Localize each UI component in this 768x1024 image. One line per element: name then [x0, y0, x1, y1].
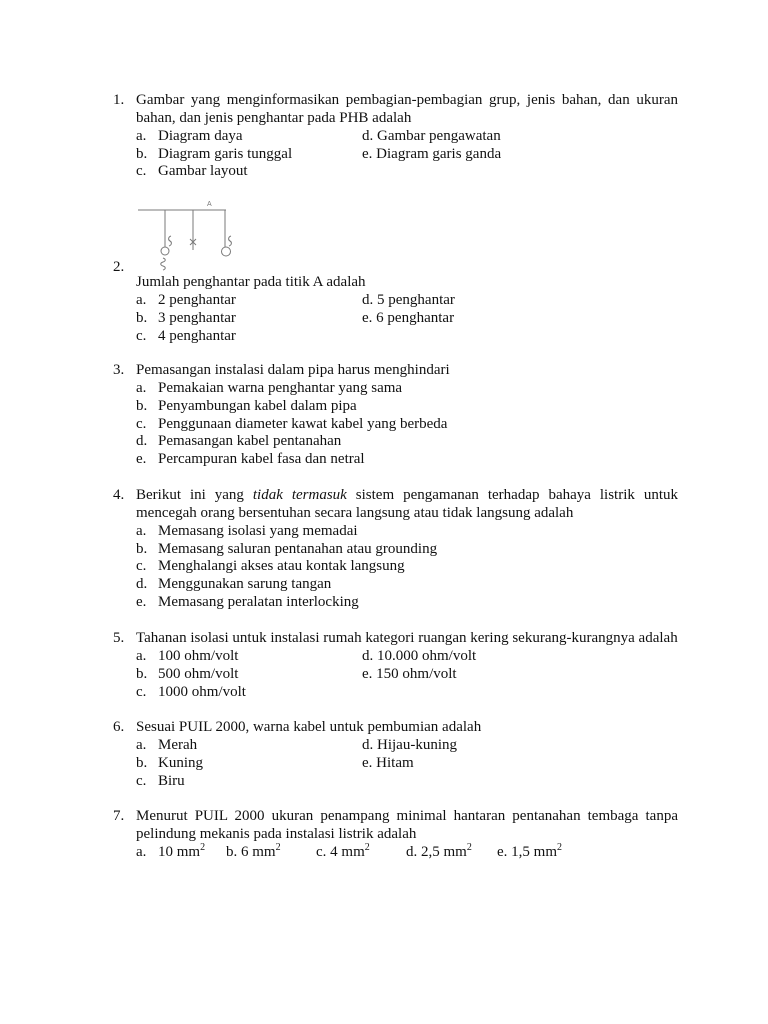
option-text: Pemasangan kabel pentanahan — [158, 433, 342, 450]
option-text: Diagram daya — [158, 127, 243, 144]
option-label: e. — [497, 843, 508, 860]
option-a — [136, 128, 243, 146]
option-e — [136, 594, 359, 612]
option-label: b. — [136, 754, 148, 771]
option-text: 2,5 mm — [421, 843, 467, 860]
option-row — [136, 558, 678, 576]
option-label: a. — [136, 291, 147, 308]
option-text: Gambar pengawatan — [377, 127, 501, 144]
option-d — [362, 737, 457, 755]
option-superscript: 2 — [364, 841, 370, 853]
option-row — [136, 398, 678, 416]
question-number: 7. — [113, 808, 125, 824]
option-a — [136, 648, 238, 666]
option-row — [136, 292, 678, 310]
option-label: e. — [362, 145, 373, 162]
question-body — [136, 719, 678, 790]
option-row — [136, 755, 678, 773]
diagram-lamp-right-icon — [222, 247, 231, 256]
option-row — [136, 310, 678, 328]
option-c — [316, 841, 370, 862]
option-text: 150 ohm/volt — [376, 665, 457, 682]
option-b — [136, 541, 437, 559]
option-row — [136, 684, 678, 702]
option-row — [136, 541, 678, 559]
option-d — [362, 292, 455, 310]
option-text: Gambar layout — [158, 163, 248, 180]
question-number: 3. — [113, 362, 125, 378]
question-stem-line: Tahanan isolasi untuk instalasi rumah kategori ruangan kering sekurang-kurangnya adalah — [136, 630, 678, 646]
option-row — [136, 380, 678, 398]
option-label: b. — [136, 145, 148, 162]
question-stem-line: Jumlah penghantar pada titik A adalah — [136, 274, 366, 290]
option-label: c. — [136, 683, 147, 700]
option-label: e. — [362, 754, 373, 771]
option-a — [136, 380, 402, 398]
option-label: a. — [136, 843, 147, 860]
option-c — [136, 328, 236, 346]
option-superscript: 2 — [466, 841, 472, 853]
option-row — [136, 773, 678, 791]
option-row — [136, 146, 678, 164]
option-d — [362, 648, 476, 666]
question-number: 2. — [113, 259, 125, 275]
option-text: Pemakaian warna penghantar yang sama — [158, 379, 403, 396]
option-label: d. — [362, 127, 374, 144]
option-label: c. — [136, 327, 147, 344]
option-text: 3 penghantar — [158, 309, 236, 326]
question-number: 5. — [113, 630, 125, 646]
option-e — [136, 451, 365, 469]
question-6 — [113, 719, 678, 790]
option-text: Diagram garis ganda — [376, 145, 502, 162]
option-superscript: 2 — [275, 841, 281, 853]
stem-text: sistem pengamanan terhadap bahaya listrik untuk — [355, 487, 679, 503]
option-label: d. — [362, 736, 374, 753]
option-row — [136, 666, 678, 684]
option-row — [136, 128, 678, 146]
option-label: a. — [136, 127, 147, 144]
question-number: 6. — [113, 719, 125, 735]
option-text: 500 ohm/volt — [158, 665, 239, 682]
question-body — [136, 274, 678, 345]
diagram-switch-right-icon — [229, 236, 232, 246]
option-text: Hijau-kuning — [377, 736, 457, 753]
question-number: 1. — [113, 92, 125, 108]
option-row — [136, 328, 678, 346]
option-c — [136, 684, 246, 702]
option-label: a. — [136, 647, 147, 664]
option-text: Diagram garis tunggal — [158, 145, 293, 162]
option-a — [136, 841, 206, 862]
option-b — [136, 398, 357, 416]
option-text: 1000 ohm/volt — [158, 683, 246, 700]
question-7 — [113, 808, 678, 862]
option-c — [136, 163, 248, 181]
option-text: 10.000 ohm/volt — [377, 647, 477, 664]
option-row — [136, 737, 678, 755]
diagram-outlet-left-icon — [161, 258, 166, 270]
option-label: d. — [136, 576, 148, 593]
option-b — [226, 841, 281, 862]
question-5 — [113, 630, 678, 701]
option-text: Merah — [158, 736, 198, 753]
stem-emphasis: tidak termasuk — [252, 487, 347, 503]
question-body — [136, 92, 678, 181]
question-body — [136, 487, 678, 612]
option-e — [362, 755, 414, 773]
option-label: a. — [136, 522, 147, 539]
option-d — [136, 576, 331, 594]
option-e — [362, 666, 457, 684]
option-row — [136, 451, 678, 469]
question-stem-line: Menurut PUIL 2000 ukuran penampang minimal hantaran pentanahan tembaga tanpa — [136, 808, 678, 824]
option-e — [362, 310, 454, 328]
option-label: a. — [136, 736, 147, 753]
question-stem-line: Gambar yang menginformasikan pembagian-pembagian grup, jenis bahan, dan ukuran — [136, 92, 678, 108]
option-label: c. — [136, 163, 147, 180]
option-text: Menghalangi akses atau kontak langsung — [158, 558, 405, 575]
option-c — [136, 558, 405, 576]
option-label: a. — [136, 379, 147, 396]
diagram-lamp-left-icon — [161, 247, 169, 255]
option-b — [136, 755, 203, 773]
option-row — [136, 416, 678, 434]
option-label: e. — [136, 451, 147, 468]
option-d — [406, 841, 472, 862]
option-a — [136, 292, 236, 310]
option-label: e. — [136, 594, 147, 611]
option-text: Menggunakan sarung tangan — [158, 576, 332, 593]
question-1 — [113, 92, 678, 181]
question-body — [136, 362, 678, 469]
option-c — [136, 773, 185, 791]
option-text: Biru — [158, 772, 185, 789]
option-d — [362, 128, 501, 146]
stem-text: Berikut ini yang — [136, 487, 244, 503]
single-line-wiring-diagram — [130, 195, 240, 275]
option-text: 5 penghantar — [377, 291, 455, 308]
option-text: 2 penghantar — [158, 291, 236, 308]
option-c — [136, 416, 447, 434]
option-superscript: 2 — [557, 841, 563, 853]
diagram-point-label: A — [207, 201, 212, 208]
diagram-switch-left-icon — [169, 236, 172, 246]
option-label: e. — [362, 665, 373, 682]
option-text: Penyambungan kabel dalam pipa — [158, 397, 357, 414]
option-label: b. — [136, 397, 148, 414]
question-stem-line: Pemasangan instalasi dalam pipa harus menghindari — [136, 362, 450, 378]
option-label: e. — [362, 309, 373, 326]
option-d — [136, 433, 341, 451]
option-label: d. — [406, 843, 418, 860]
option-text: Kuning — [158, 754, 203, 771]
question-2 — [113, 201, 678, 345]
option-row — [136, 648, 678, 666]
option-row — [136, 594, 678, 612]
option-row — [136, 523, 678, 541]
option-label: d. — [136, 433, 148, 450]
question-number: 4. — [113, 487, 125, 503]
option-text: Percampuran kabel fasa dan netral — [158, 451, 365, 468]
option-row — [136, 433, 678, 451]
question-body — [136, 630, 678, 701]
option-text: 10 mm — [158, 843, 201, 860]
option-text: Memasang isolasi yang memadai — [158, 522, 358, 539]
question-stem-line: bahan, dan jenis penghantar pada PHB adalah — [136, 109, 412, 126]
option-text: Penggunaan diameter kawat kabel yang berbeda — [158, 415, 448, 432]
option-label: c. — [136, 558, 147, 575]
option-row — [136, 163, 678, 181]
question-3 — [113, 362, 678, 469]
option-label: b. — [136, 540, 148, 557]
option-e — [362, 146, 501, 164]
option-label: b. — [136, 309, 148, 326]
option-text: 4 mm — [330, 843, 365, 860]
question-stem-line — [136, 487, 678, 505]
option-label: b. — [136, 665, 148, 682]
option-b — [136, 310, 236, 328]
option-row — [136, 841, 678, 862]
option-text: 6 mm — [241, 843, 276, 860]
option-text: 100 ohm/volt — [158, 647, 239, 664]
option-text: 4 penghantar — [158, 327, 236, 344]
option-b — [136, 666, 238, 684]
option-label: c. — [136, 772, 147, 789]
question-stem-line: Sesuai PUIL 2000, warna kabel untuk pembumian adalah — [136, 719, 482, 735]
option-a — [136, 737, 197, 755]
option-label: b. — [226, 843, 238, 860]
option-text: Memasang saluran pentanahan atau grounding — [158, 540, 438, 557]
option-b — [136, 146, 292, 164]
question-stem-line: pelindung mekanis pada instalasi listrik adalah — [136, 825, 417, 842]
option-a — [136, 523, 358, 541]
question-stem-line: mencegah orang bersentuhan secara langsung atau tidak langsung adalah — [136, 504, 574, 521]
option-text: Memasang peralatan interlocking — [158, 594, 359, 611]
option-text: 6 penghantar — [376, 309, 455, 326]
option-e — [497, 841, 563, 862]
question-4 — [113, 487, 678, 612]
option-label: c. — [136, 415, 147, 432]
option-text: Hitam — [376, 754, 414, 771]
option-row — [136, 576, 678, 594]
option-superscript: 2 — [200, 841, 206, 853]
option-label: c. — [316, 843, 327, 860]
question-body — [136, 808, 678, 862]
option-label: d. — [362, 647, 374, 664]
option-label: d. — [362, 291, 374, 308]
option-text: 1,5 mm — [511, 843, 558, 860]
